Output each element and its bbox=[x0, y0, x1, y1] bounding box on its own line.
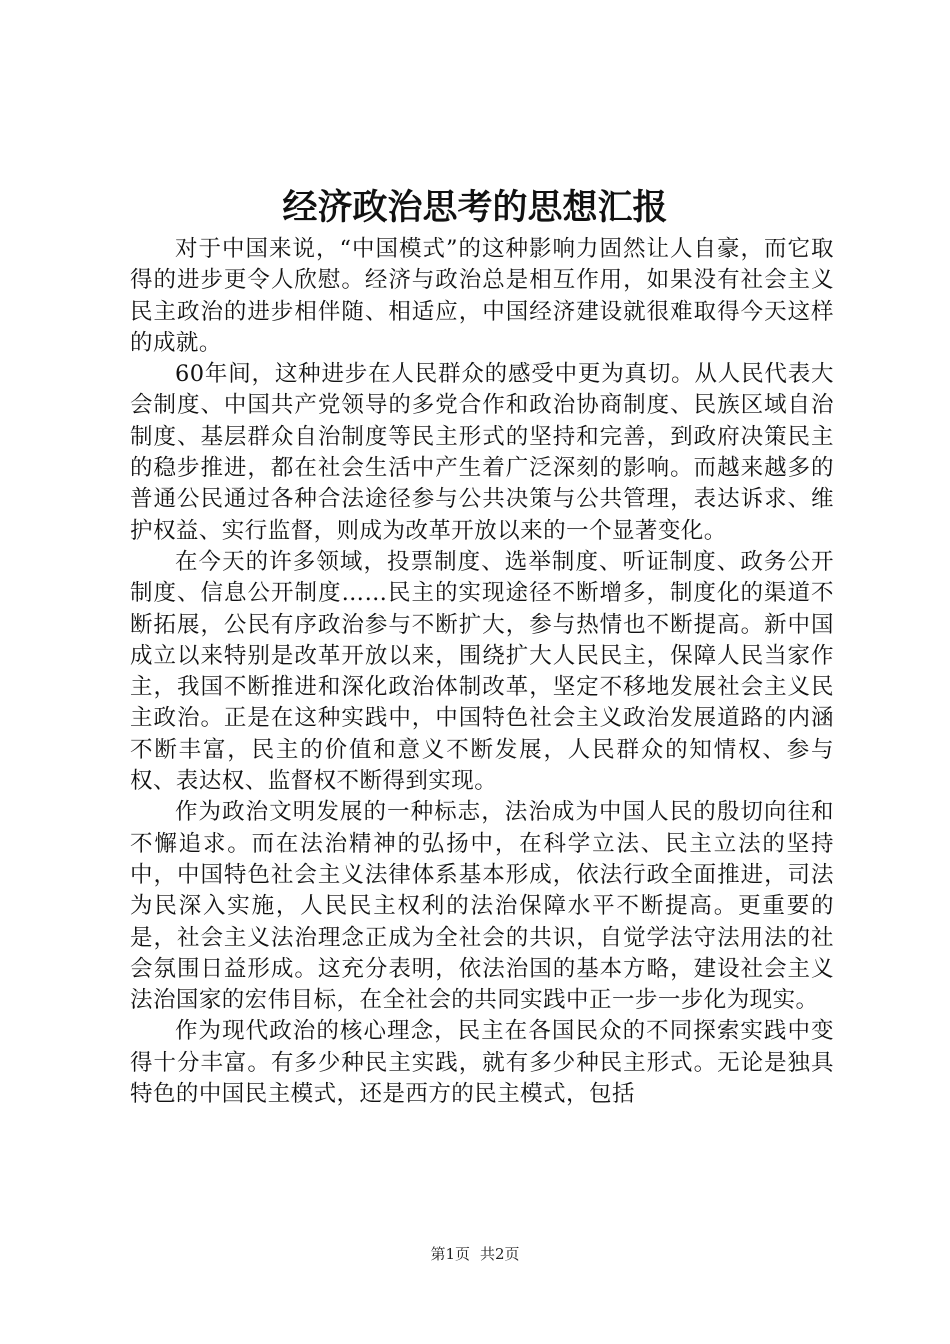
paragraph: 对于中国来说，“中国模式”的这种影响力固然让人自豪，而它取得的进步更令人欣慰。经济与政治总是相互作用，如果没有社会主义民主政治的进步相伴随、相适应，中国经济建设就很难取得今天这样的成就。 bbox=[130, 236, 834, 356]
page-total: 共2页 bbox=[480, 1245, 520, 1263]
paragraph: 作为现代政治的核心理念，民主在各国民众的不同探索实践中变得十分丰富。有多少种民主实践，就有多少种民主形式。无论是独具特色的中国民主模式，还是西方的民主模式，包括 bbox=[130, 1018, 834, 1108]
paragraph: 作为政治文明发展的一种标志，法治成为中国人民的殷切向往和不懈追求。而在法治精神的弘扬中，在科学立法、民主立法的坚持中，中国特色社会主义法律体系基本形成，依法行政全面推进，司法为民深入实施，人民民主权利的法治保障水平不断提高。更重要的是，社会主义法治理念正成为全社会的共识，自觉学法守法用法的社会氛围日益形成。这充分表明，依法治国的基本方略，建设社会主义法治国家的宏伟目标，在全社会的共同实践中正一步一步化为现实。 bbox=[130, 799, 834, 1014]
page-number: 第1页 bbox=[430, 1245, 470, 1263]
document-title: 经济政治思考的思想汇报 bbox=[282, 187, 668, 228]
paragraph: 60年间，这种进步在人民群众的感受中更为真切。从人民代表大会制度、中国共产党领导的多党合作和政治协商制度、民族区域自治制度、基层群众自治制度等民主形式的坚持和完善，到政府决策民主的稳步推进，都在社会生活中产生着广泛深刻的影响。而越来越多的普通公民通过各种合法途径参与公共决策与公共管理，表达诉求、维护权益、实行监督，则成为改革开放以来的一个显著变化。 bbox=[130, 361, 834, 544]
document-body bbox=[130, 234, 834, 1110]
page-footer bbox=[0, 1244, 950, 1264]
paragraph: 在今天的许多领域，投票制度、选举制度、听证制度、政务公开制度、信息公开制度……民主的实现途径不断增多，制度化的渠道不断拓展，公民有序政治参与不断扩大，参与热情也不断提高。新中国成立以来特别是改革开放以来，围绕扩大人民民主，保障人民当家作主，我国不断推进和深化政治体制改革，坚定不移地发展社会主义民主政治。正是在这种实践中，中国特色社会主义政治发展道路的内涵不断丰富，民主的价值和意义不断发展，人民群众的知情权、参与权、表达权、监督权不断得到实现。 bbox=[130, 548, 834, 795]
